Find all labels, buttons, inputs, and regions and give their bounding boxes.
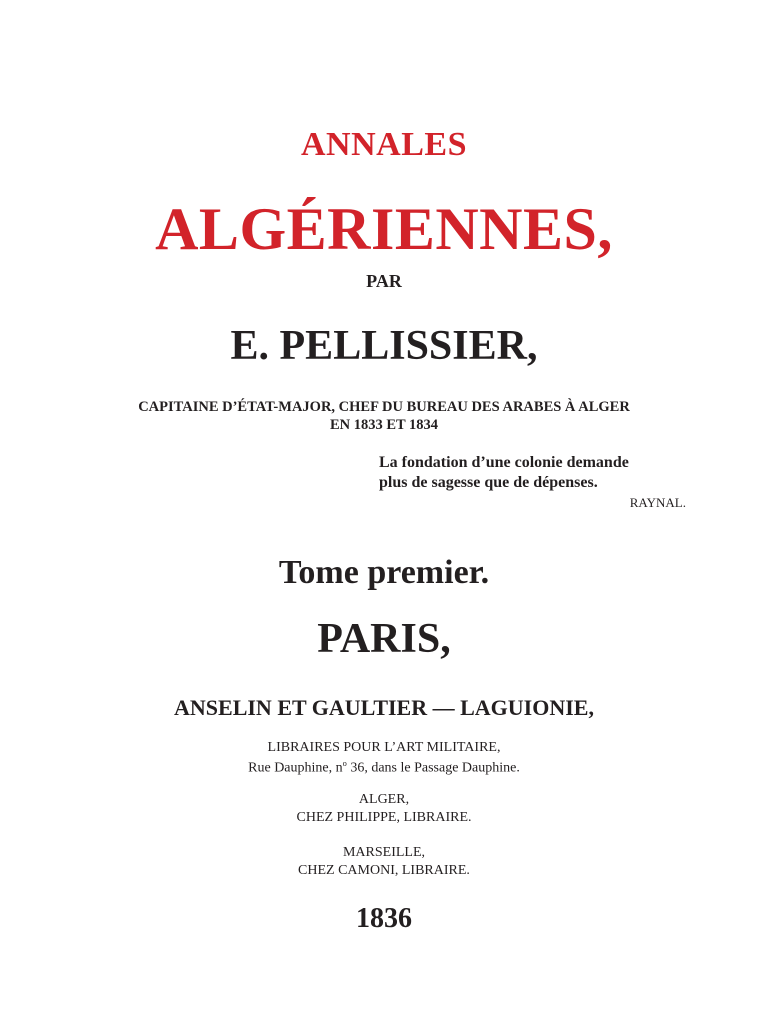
marseille-seller: CHEZ CAMONI, LIBRAIRE. <box>298 863 470 878</box>
by-label: PAR <box>366 271 402 291</box>
publisher-address <box>0 760 768 776</box>
title-line-2: ALGÉRIENNES, <box>155 196 613 262</box>
epigraph-line-2: plus de sagesse que de dépenses. <box>379 474 598 491</box>
address-prefix: Rue Dauphine, n <box>248 760 343 776</box>
address-superscript: o <box>342 759 347 768</box>
publishers: ANSELIN ET GAULTIER — LAGUIONIE, <box>174 695 594 720</box>
alger-city: ALGER, <box>358 792 410 807</box>
marseille-city: MARSEILLE, <box>342 845 426 860</box>
publication-city: PARIS, <box>317 616 451 662</box>
author-role-line-2: EN 1833 ET 1834 <box>329 417 439 433</box>
publication-year: 1836 <box>356 903 412 934</box>
address-suffix: 36, dans le Passage Dauphine. <box>346 760 520 776</box>
epigraph-attribution: RAYNAL. <box>629 495 686 510</box>
title-line-1: ANNALES <box>301 126 467 163</box>
author-name: E. PELLISSIER, <box>230 323 538 369</box>
alger-seller: CHEZ PHILIPPE, LIBRAIRE. <box>296 810 472 825</box>
epigraph-line-1: La fondation d’une colonie demande <box>379 454 629 471</box>
author-role-line-1: CAPITAINE D’ÉTAT-MAJOR, CHEF DU BUREAU DES ARABES À ALGER <box>138 399 630 415</box>
volume-label: Tome premier. <box>278 554 490 591</box>
publisher-description: LIBRAIRES POUR L’ART MILITAIRE, <box>267 740 501 755</box>
